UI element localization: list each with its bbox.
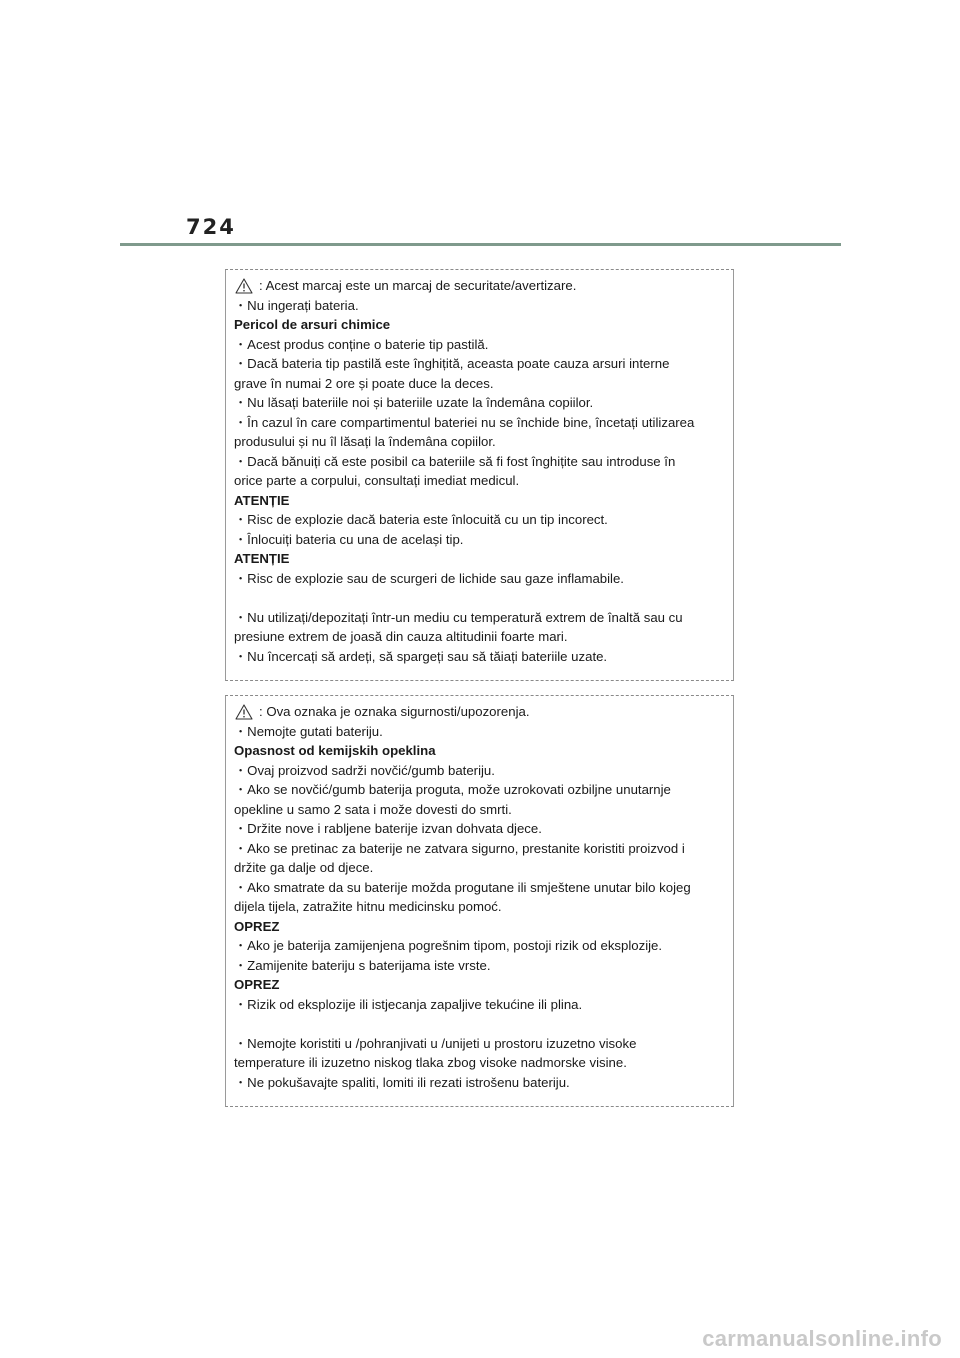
spacer xyxy=(234,1014,725,1034)
notice-lines xyxy=(234,296,725,667)
spacer xyxy=(234,588,725,608)
notice-line: presiune extrem de joasă din cauza altitudinii foarte mari. xyxy=(234,629,568,644)
battery-notice-croatian xyxy=(225,695,734,1107)
notice-line: dijela tijela, zatražite hitnu medicinsku pomoć. xyxy=(234,899,502,914)
notice-line: ・Nu încercați să ardeți, să spargeți sau să tăiați bateriile uzate. xyxy=(234,648,608,664)
watermark: carmanualsonline.info xyxy=(702,1326,942,1351)
notice-line: ・Ako se novčić/gumb baterija proguta, može uzrokovati ozbiljne unutarnje xyxy=(234,782,671,797)
notice-line: ・Nemojte gutati bateriju. xyxy=(234,723,383,739)
notice-line: ・Nu utilizați/depozitați într-un mediu cu temperatură extrem de înaltă sau cu xyxy=(234,609,683,625)
notice-line: ・Dacă bănuiți că este posibil ca bateriile să fi fost înghițite sau introduse în xyxy=(234,453,676,469)
notice-line: grave în numai 2 ore și poate duce la deces. xyxy=(234,375,494,391)
warning-line-text: : Acest marcaj este un marcaj de securitate/avertizare. xyxy=(259,278,577,293)
notice-line: temperature ili izuzetno niskog tlaka zbog visoke nadmorske visine. xyxy=(234,1055,627,1070)
notice-line: ・Nu ingerați bateria. xyxy=(234,297,359,313)
notice-line: ・Dacă bateria tip pastilă este înghițită, aceasta poate cauza arsuri interne xyxy=(234,356,670,371)
page-number: 724 xyxy=(186,215,236,239)
notice-line: ・Ako je baterija zamijenjena pogrešnim tipom, postoji rizik od eksplozije. xyxy=(234,938,663,953)
notice-line: produsului și nu îl lăsați la îndemâna copiilor. xyxy=(234,434,496,449)
notice-line: ・Ako se pretinac za baterije ne zatvara sigurno, prestanite koristiti proizvod i xyxy=(234,840,685,856)
notice-line: ・Ako smatrate da su baterije možda progutane ili smještene unutar bilo kojeg xyxy=(234,879,691,895)
warning-line xyxy=(234,276,725,296)
section-heading: ATENȚIE xyxy=(234,492,290,508)
warning-triangle-icon xyxy=(235,704,253,720)
warning-line-text: : Ova oznaka je oznaka sigurnosti/upozorenja. xyxy=(259,704,530,719)
section-heading: Pericol de arsuri chimice xyxy=(234,317,391,332)
notice-line: ・Ovaj proizvod sadrži novčić/gumb bateriju. xyxy=(234,762,495,778)
notice-line: ・Înlocuiți bateria cu una de același tip. xyxy=(234,531,464,547)
notice-line: ・Ne pokušavajte spaliti, lomiti ili rezati istrošenu bateriju. xyxy=(234,1074,570,1090)
notice-line: opekline u samo 2 sata i može dovesti do smrti. xyxy=(234,801,512,817)
notice-line: ・În cazul în care compartimentul bateriei nu se închide bine, încetați utilizarea xyxy=(234,414,695,430)
notice-lines xyxy=(234,722,725,1093)
battery-notice-romanian xyxy=(225,269,734,681)
notice-line: ・Zamijenite bateriju s baterijama iste vrste. xyxy=(234,957,491,973)
section-heading: OPREZ xyxy=(234,977,280,992)
notice-line: ・Risc de explozie dacă bateria este înlocuită cu un tip incorect. xyxy=(234,512,608,527)
notice-line: ・Nu lăsați bateriile noi și bateriile uzate la îndemâna copiilor. xyxy=(234,395,594,410)
section-heading: Opasnost od kemijskih opeklina xyxy=(234,743,436,758)
warning-triangle-icon xyxy=(235,278,253,294)
section-heading: ATENȚIE xyxy=(234,551,290,566)
notice-line: ・Nemojte koristiti u /pohranjivati u /unijeti u prostoru izuzetno visoke xyxy=(234,1035,637,1051)
notice-line: ・Rizik od eksplozije ili istjecanja zapaljive tekućine ili plina. xyxy=(234,996,583,1012)
notice-line: orice parte a corpului, consultați imediat medicul. xyxy=(234,473,520,488)
notice-line: ・Držite nove i rabljene baterije izvan dohvata djece. xyxy=(234,821,542,836)
section-heading: OPREZ xyxy=(234,918,280,934)
notice-line: držite ga dalje od djece. xyxy=(234,860,374,875)
warning-line xyxy=(234,702,725,722)
header-rule xyxy=(120,243,841,246)
notice-line: ・Acest produs conține o baterie tip pastilă. xyxy=(234,336,489,352)
notice-line: ・Risc de explozie sau de scurgeri de lichide sau gaze inflamabile. xyxy=(234,570,624,586)
